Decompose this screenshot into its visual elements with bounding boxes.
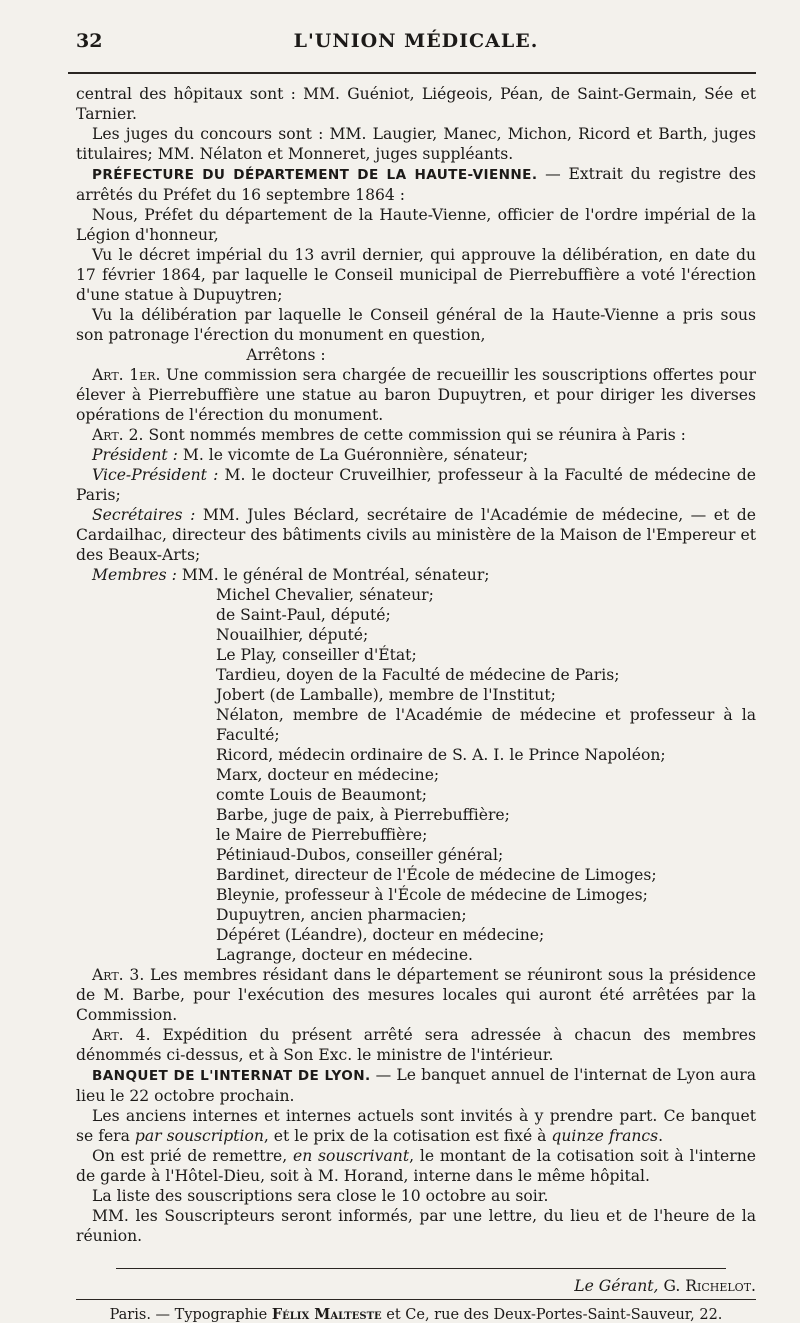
list-item: Le Play, conseiller d'État; [216, 646, 417, 664]
page-number: 32 [76, 30, 103, 52]
paragraph-nous: Nous, Préfet du département de la Haute-Vienne, officier de l'ordre impérial de la Légion d'honneur, [76, 206, 756, 244]
prefecture-paragraph: PRÉFECTURE DU DÉPARTEMENT DE LA HAUTE-VIENNE. — Extrait du registre des arrêtés du Préfet du 16 septembre 1864 : [76, 165, 756, 204]
banquet-invitation: Les anciens internes et internes actuels sont invités à y prendre part. Ce banquet se fera par souscription, et le prix de la cotisation est fixé à quinze francs. [76, 1107, 756, 1145]
list-item: de Saint-Paul, député; [216, 606, 391, 624]
printer-imprint: Paris. — Typographie Félix Malteste et Ce, rue des Deux-Portes-Saint-Sauveur, 22. [109, 1306, 723, 1323]
list-item: Barbe, juge de paix, à Pierrebuffière; [216, 806, 510, 824]
membres-line: Membres : MM. le général de Montréal, sénateur; [92, 566, 490, 584]
list-item: Dépéret (Léandre), docteur en médecine; [216, 926, 545, 944]
article-1: Art. 1er. Une commission sera chargée de recueillir les souscriptions offertes pour élever à Pierrebuffière une statue au baron Dupuytren, et pour diriger les diverses opérations de l'érection du monument. [76, 366, 756, 424]
arretons: Arrêtons : [246, 346, 326, 364]
secretaires-line: Secrétaires : MM. Jules Béclard, secrétaire de l'Académie de médecine, — et de Cardailhac, directeur des bâtiments civils au ministère de la Maison de l'Empereur et des Beaux-Arts; [76, 506, 756, 564]
page-header [76, 0, 756, 66]
article-4: Art. 4. Expédition du présent arrêté sera adressée à chacun des membres dénommés ci-dessus, et à Son Exc. le ministre de l'intérieur. [76, 1026, 757, 1064]
list-item: Marx, docteur en médecine; [216, 766, 440, 784]
list-item: Ricord, médecin ordinaire de S. A. I. le Prince Napoléon; [216, 746, 666, 764]
header-rule [68, 72, 756, 74]
list-item: Tardieu, doyen de la Faculté de médecine de Paris; [216, 666, 620, 684]
list-item: Bardinet, directeur de l'École de médecine de Limoges; [216, 866, 657, 884]
gerant-signature: Le Gérant, G. Richelot. [574, 1277, 756, 1295]
list-item: Jobert (de Lamballe), membre de l'Institut; [216, 686, 556, 704]
footer-rule-bottom [76, 1299, 756, 1300]
paragraph-vu-decret: Vu le décret impérial du 13 avril dernier, qui approuve la délibération, en date du 17 février 1864, par laquelle le Conseil municipal de Pierrebuffière a voté l'érection d'une statue à Dupuytren; [76, 246, 756, 304]
article-body [76, 84, 756, 1246]
article-2: Art. 2. Sont nommés membres de cette commission qui se réunira à Paris : [92, 426, 686, 444]
banquet-notice: MM. les Souscripteurs seront informés, par une lettre, du lieu et de l'heure de la réunion. [76, 1207, 756, 1245]
members-list [216, 585, 756, 965]
article-2-label: Art. 2. [92, 426, 144, 444]
journal-title: L'UNION MÉDICALE. [293, 30, 539, 52]
list-item: Nouailhier, député; [216, 626, 369, 644]
list-item: Bleynie, professeur à l'École de médecine de Limoges; [216, 886, 648, 904]
list-item: Lagrange, docteur en médecine. [216, 946, 474, 964]
paragraph-juges: Les juges du concours sont : MM. Laugier, Manec, Michon, Ricord et Barth, juges titulaires; MM. Nélaton et Monneret, juges suppléants. [76, 125, 756, 163]
list-item: le Maire de Pierrebuffière; [216, 826, 428, 844]
footer-rule-top [116, 1268, 726, 1269]
list-item: comte Louis de Beaumont; [216, 786, 428, 804]
vice-president-line: Vice-Président : M. le docteur Cruveilhier, professeur à la Faculté de médecine de Paris; [76, 466, 756, 504]
article-3: Art. 3. Les membres résidant dans le département se réuniront sous la présidence de M. Barbe, pour l'exécution des mesures locales qui auront été arrêtées par la Commission. [76, 966, 757, 1024]
list-item: Pétiniaud-Dubos, conseiller général; [216, 846, 504, 864]
article-3-label: Art. 3. [92, 966, 145, 984]
president-line: Président : M. le vicomte de La Guéronnière, sénateur; [92, 446, 529, 464]
list-item: Dupuytren, ancien pharmacien; [216, 906, 467, 924]
list-item: Michel Chevalier, sénateur; [216, 586, 434, 604]
banquet-heading: BANQUET DE L'INTERNAT DE LYON. [92, 1068, 371, 1084]
banquet-remittance: On est prié de remettre, en souscrivant, le montant de la cotisation soit à l'interne de garde à l'Hôtel-Dieu, soit à M. Horand, interne dans le même hôpital. [76, 1147, 756, 1185]
prefecture-heading: PRÉFECTURE DU DÉPARTEMENT DE LA HAUTE-VIENNE. [92, 167, 538, 183]
paragraph-vu-deliberation: Vu la délibération par laquelle le Conseil général de la Haute-Vienne a pris sous son patronage l'érection du monument en question, [76, 306, 756, 344]
article-4-label: Art. 4. [92, 1026, 151, 1044]
paragraph-hopitaux: central des hôpitaux sont : MM. Guéniot, Liégeois, Péan, de Saint-Germain, Sée et Tarnier. [76, 85, 756, 123]
banquet-paragraph: BANQUET DE L'INTERNAT DE LYON. — Le banquet annuel de l'internat de Lyon aura lieu le 22 octobre prochain. [76, 1066, 756, 1105]
article-1-label: Art. 1er. [92, 366, 161, 384]
list-item: Nélaton, membre de l'Académie de médecine et professeur à la Faculté; [216, 706, 756, 744]
banquet-closing-date: La liste des souscriptions sera close le 10 octobre au soir. [92, 1187, 549, 1205]
